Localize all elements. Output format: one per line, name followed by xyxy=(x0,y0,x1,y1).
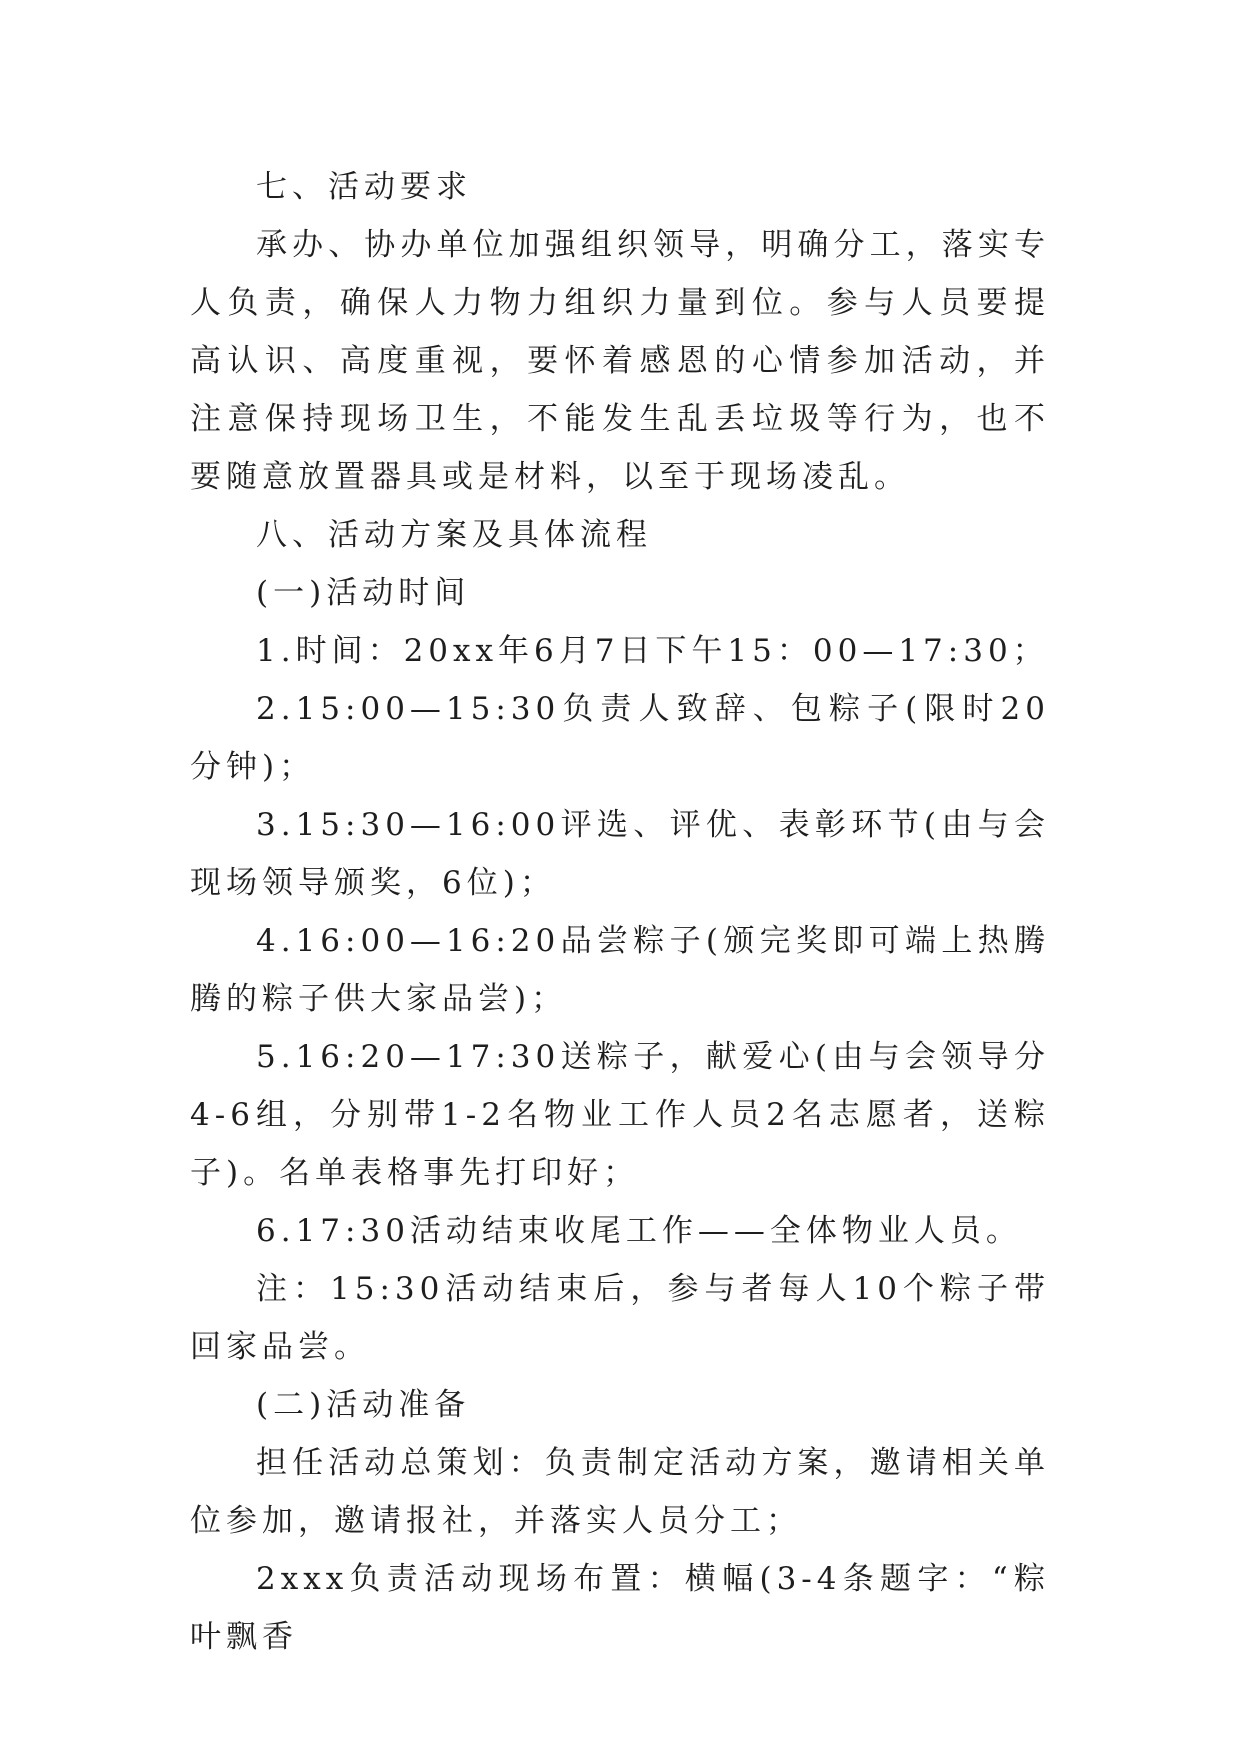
subheading-preparation: (二)活动准备 xyxy=(256,1387,471,1423)
section-heading-requirements: 七、活动要求 xyxy=(256,169,472,205)
note-paragraph: 注：15:30活动结束后，参与者每人10个粽子带回家品尝。 xyxy=(190,1271,1050,1365)
document-body xyxy=(190,158,1050,1666)
list-item: 5.16:20—17:30送粽子，献爱心(由与会领导分4-6组，分别带1-2名物业工作人员2名志愿者，送粽子)。名单表格事先打印好； xyxy=(190,1039,1050,1191)
list-item: 4.16:00—16:20品尝粽子(颁完奖即可端上热腾腾的粽子供大家品尝)； xyxy=(190,923,1050,1017)
subheading-time: (一)活动时间 xyxy=(256,575,471,611)
section-heading-plan: 八、活动方案及具体流程 xyxy=(256,517,652,553)
list-item: 2.15:00—15:30负责人致辞、包粽子(限时20分钟)； xyxy=(190,691,1050,785)
paragraph-requirements: 承办、协办单位加强组织领导，明确分工，落实专人负责，确保人力物力组织力量到位。参与人员要提高认识、高度重视，要怀着感恩的心情参加活动，并注意保持现场卫生，不能发生乱丢垃圾等行为，也不要随意放置器具或是材料，以至于现场凌乱。 xyxy=(190,227,1050,495)
list-item: 6.17:30活动结束收尾工作——全体物业人员。 xyxy=(256,1213,1022,1249)
list-item: 3.15:30—16:00评选、评优、表彰环节(由与会现场领导颁奖，6位)； xyxy=(190,807,1050,901)
paragraph-planning: 担任活动总策划：负责制定活动方案，邀请相关单位参加，邀请报社，并落实人员分工； xyxy=(190,1445,1050,1539)
paragraph-venue-setup: 2xxx负责活动现场布置：横幅(3-4条题字：“粽叶飘香 xyxy=(190,1561,1050,1655)
list-item: 1.时间：20xx年6月7日下午15：00—17:30； xyxy=(256,633,1049,669)
